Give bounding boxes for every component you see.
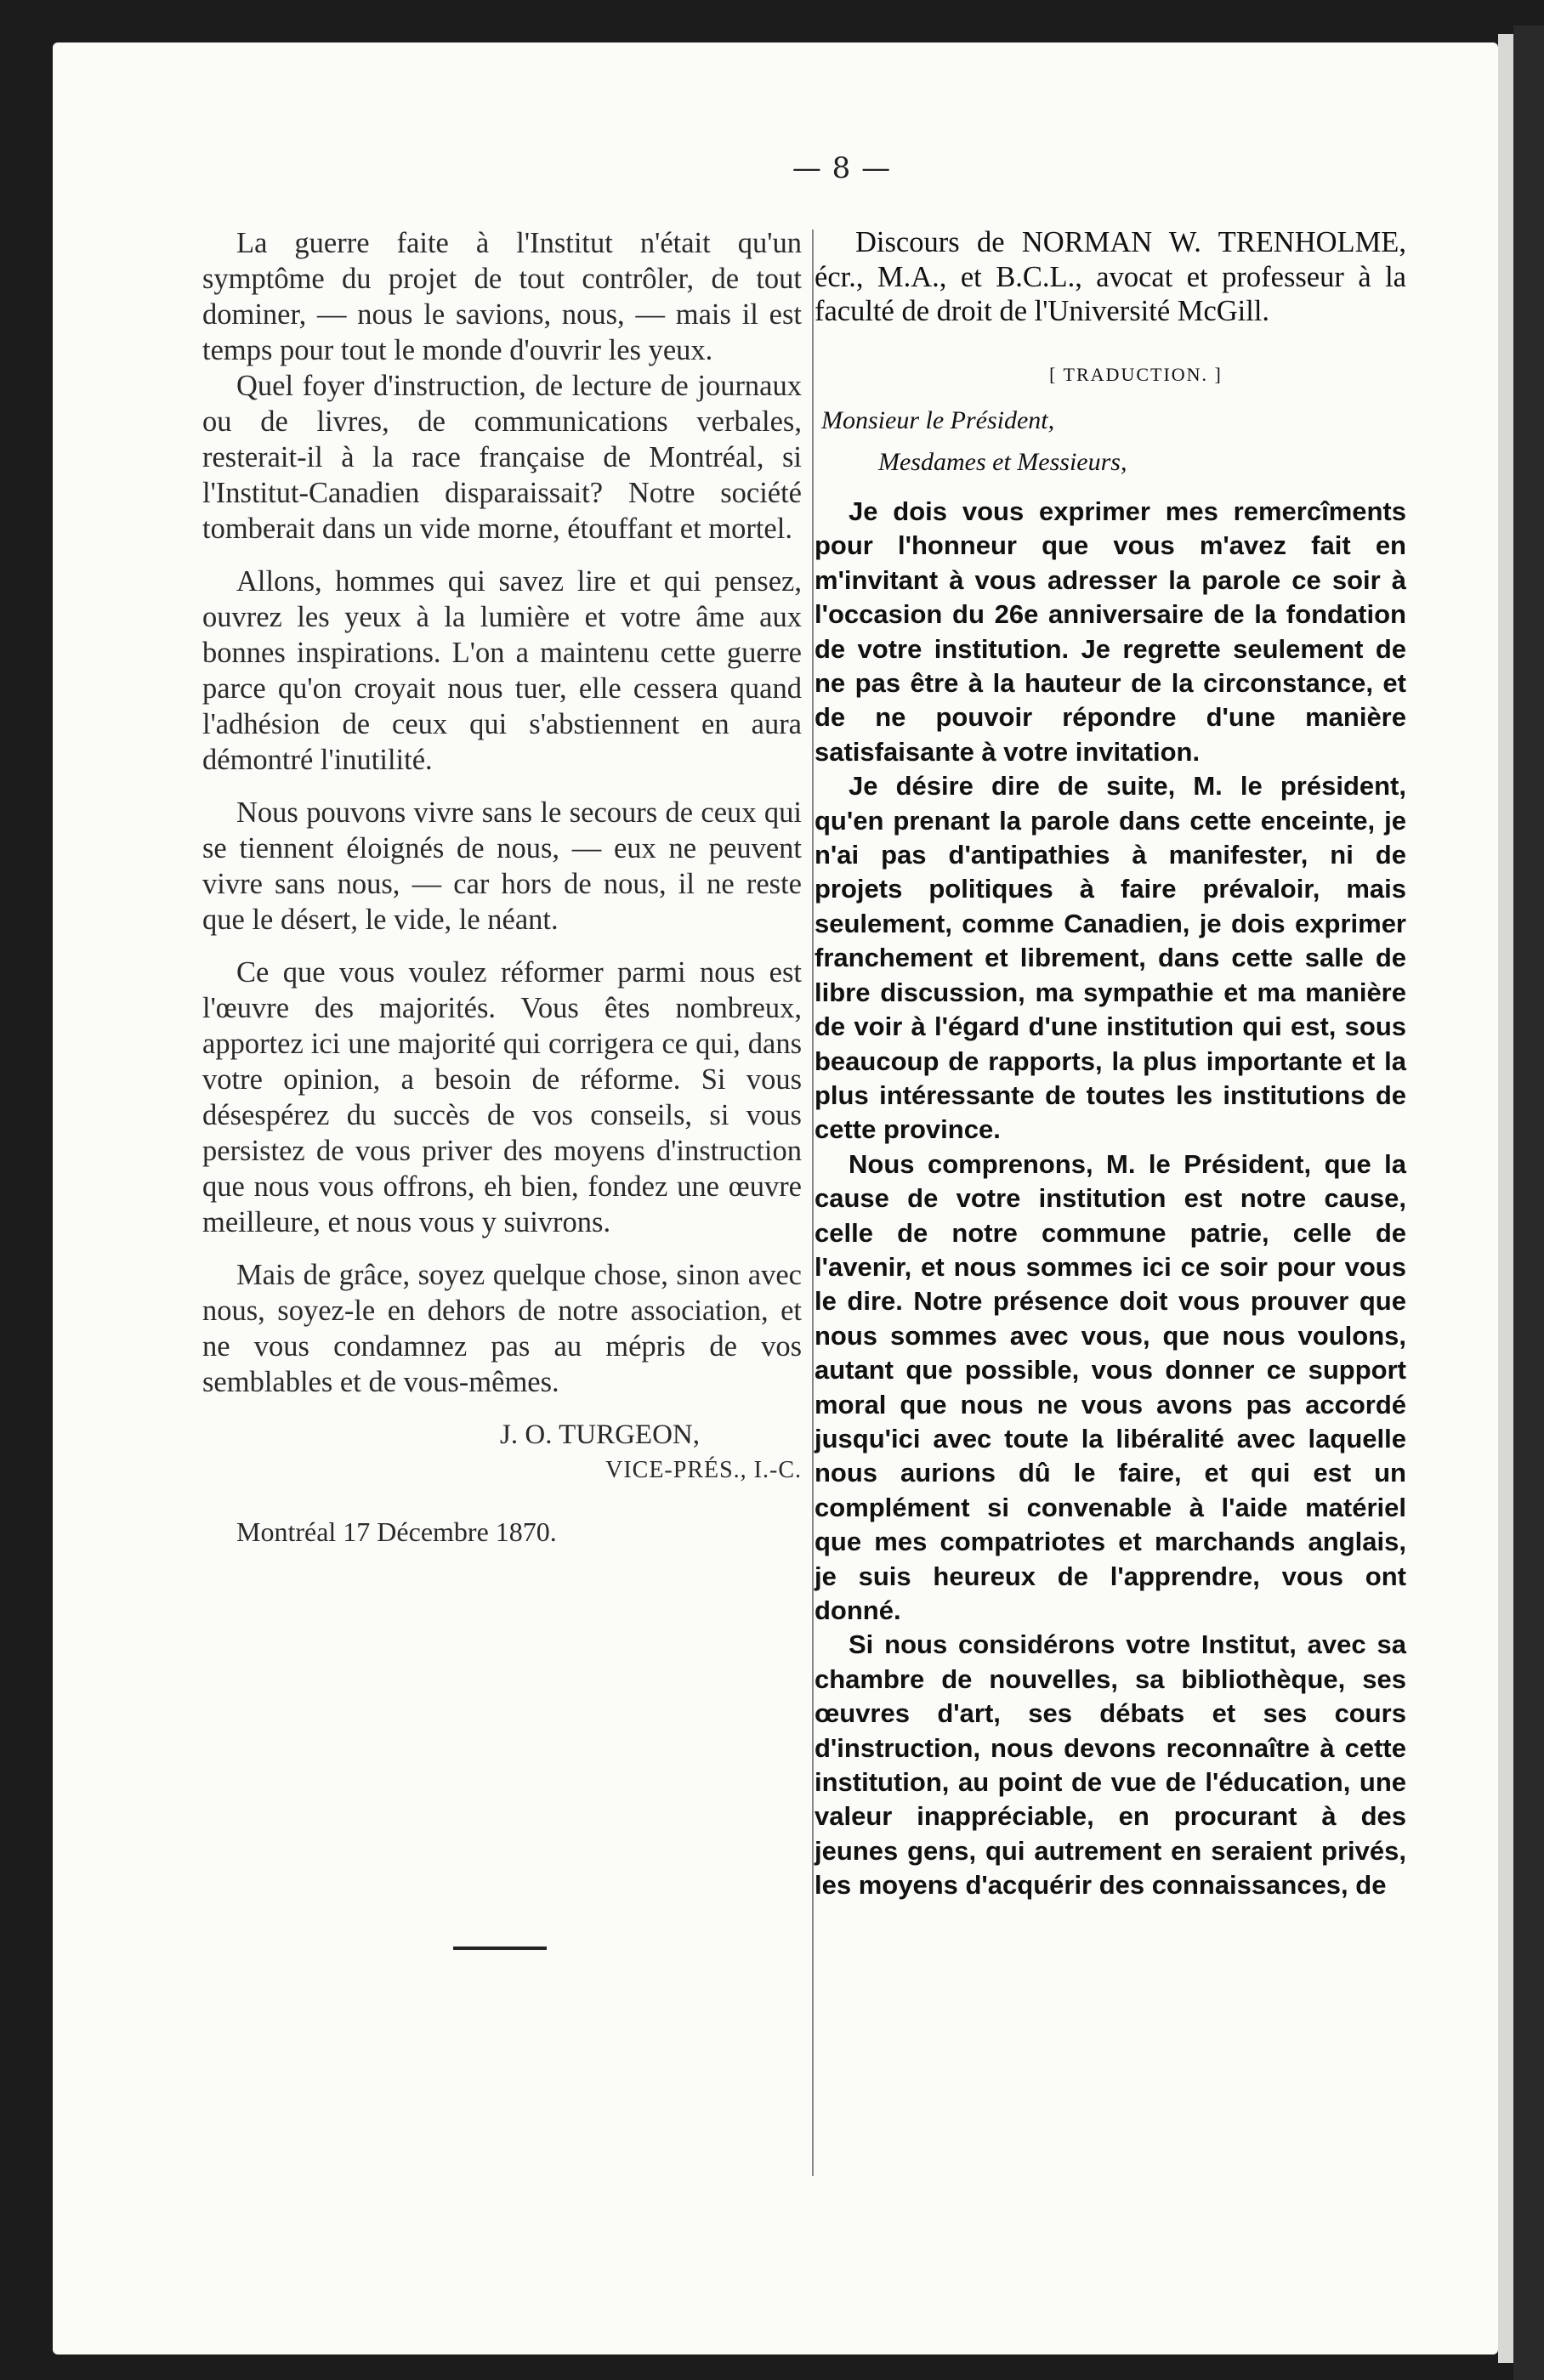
- salutation-audience: Mesdames et Messieurs,: [878, 447, 1127, 476]
- left-paragraph-5: Ce que vous voulez réformer parmi nous est l'œuvre des majorités. Vous êtes nombreux, apportez ici une majorité qui corrigera ce qui, dans votre opinion, a besoin de réforme. Si vous désespérez du succès de vos conseils, si vous persistez de vous priver des moyens d'instruction que nous vous offrons, eh bien, fondez une œuvre meilleure, et nous vous y suivrons.: [202, 956, 802, 1238]
- right-column: [815, 225, 1406, 1903]
- left-paragraph-1: La guerre faite à l'Institut n'était qu'un symptôme du projet de tout contrôler, de tout dominer, — nous le savions, nous, — mais il est temps pour tout le monde d'ouvrir les yeux.: [202, 227, 802, 366]
- right-paragraph-3: Nous comprenons, M. le Président, que la cause de votre institution est notre cause, celle de notre commune patrie, celle de l'avenir, et nous sommes ici ce soir pour vous le dire. Notre présence doit vous prouver que nous sommes avec vous, que nous voulons, autant que possible, vous donner ce support moral que nous ne vous avons pas accordé jusqu'ici avec toute la libéralité avec laquelle nous aurions dû le faire, et qui est un complément si convenable à l'aide matériel que mes compatriotes et marchands anglais, je suis heureux de l'apprendre, vous ont donné.: [815, 1148, 1406, 1625]
- left-paragraph-4: Nous pouvons vivre sans le secours de ceux qui se tiennent éloignés de nous, — eux ne peuvent vivre sans nous, — car hors de nous, il ne reste que le désert, le vide, le néant.: [202, 796, 802, 936]
- signature: J. O. TURGEON,: [500, 1420, 700, 1450]
- translation-label: [ TRADUCTION. ]: [1049, 363, 1223, 385]
- signature-title: VICE-PRÉS., I.-C.: [605, 1457, 802, 1483]
- left-paragraph-3: Allons, hommes qui savez lire et qui pensez, ouvrez les yeux à la lumière et votre âme aux bonnes inspirations. L'on a maintenu cette guerre parce qu'on croyait nous tuer, elle cessera quand l'adhésion de ceux qui s'abstiennent en aura démontré l'inutilité.: [202, 565, 802, 776]
- right-paragraph-4: Si nous considérons votre Institut, avec sa chambre de nouvelles, sa bibliothèque, ses œuvres d'art, ses débats et ses cours d'instruction, nous devons reconnaître à cette institution, au point de vue de l'éducation, une valeur inappréciable, en procurant à des jeunes gens, qui autrement en seraient privés, les moyens d'acquérir des connaissances, de: [815, 1629, 1406, 1901]
- speech-title: Discours de NORMAN W. TRENHOLME, écr., M.A., et B.C.L., avocat et professeur à la faculté de droit de l'Université McGill.: [815, 226, 1406, 327]
- next-page-edge: [1498, 34, 1513, 2363]
- section-rule: [453, 1946, 547, 1950]
- right-paragraph-2: Je désire dire de suite, M. le président, qu'en prenant la parole dans cette enceinte, je n'ai pas d'antipathies à manifester, ni de projets politiques à faire prévaloir, mais seulement, comme Canadien, je dois exprimer franchement et librement, dans cette salle de libre discussion, ma sympathie et ma manière de voir à l'égard d'une institution qui est, sous beaucoup de rapports, la plus importante et la plus intéressante de toutes les institutions de cette province.: [815, 771, 1406, 1145]
- background-page-edge: [1513, 26, 1544, 2380]
- page-number: — 8 —: [792, 151, 892, 185]
- right-paragraph-1: Je dois vous exprimer mes remercîments pour l'honneur que vous m'avez fait en m'invitant à vous adresser la parole ce soir à l'occasion du 26e anniversaire de la fondation de votre institution. Je regrette seulement de ne pas être à la hauteur de la circonstance, et de ne pouvoir répondre d'une manière satisfaisante à votre invitation.: [815, 496, 1406, 767]
- left-paragraph-6: Mais de grâce, soyez quelque chose, sinon avec nous, soyez-le en dehors de notre association, et ne vous condamnez pas au mépris de vos semblables et de vous-mêmes.: [202, 1259, 802, 1398]
- salutation-president: Monsieur le Président,: [821, 406, 1055, 434]
- dateline: Montréal 17 Décembre 1870.: [236, 1516, 557, 1547]
- left-paragraph-2: Quel foyer d'instruction, de lecture de journaux ou de livres, de communications verbales, resterait-il à la race française de Montréal, si l'Institut-Canadien disparaissait? Notre société tomberait dans un vide morne, étouffant et mortel.: [202, 370, 802, 545]
- left-column: [202, 225, 802, 1550]
- column-divider: [812, 230, 814, 2176]
